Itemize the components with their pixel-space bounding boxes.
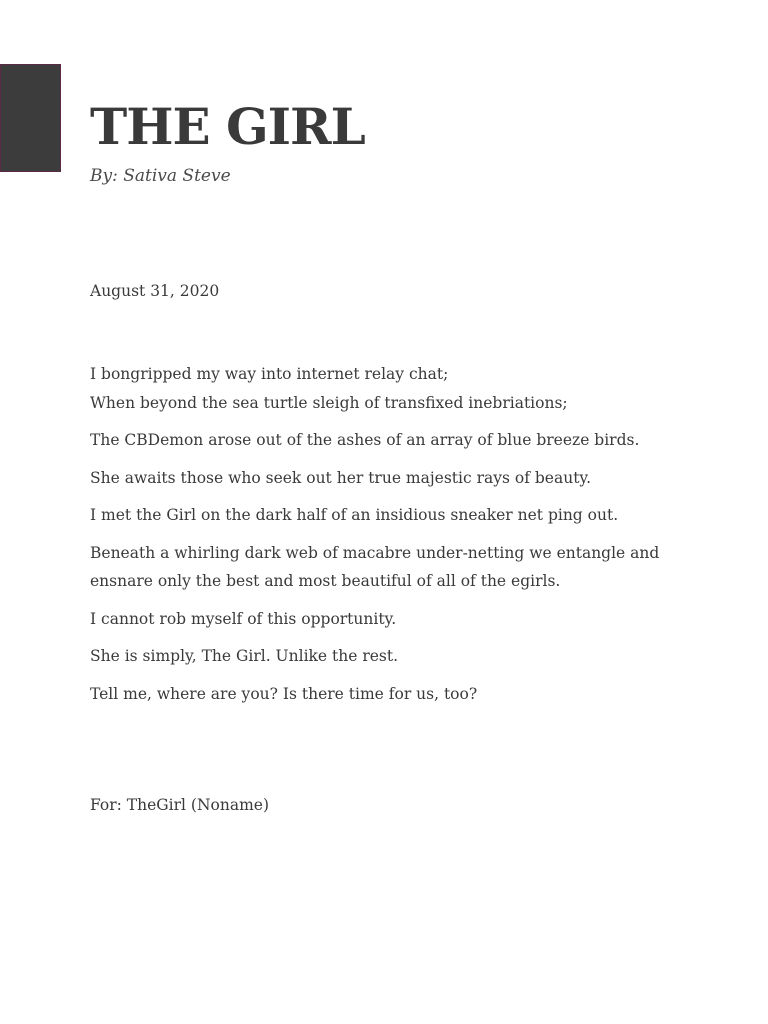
poem-line: I met the Girl on the dark half of an insidious sneaker net ping out. (90, 506, 619, 524)
poem-stanza (90, 605, 650, 634)
poem-line: She awaits those who seek out her true majestic rays of beauty. (90, 468, 592, 487)
poem-line: The CBDemon arose out of the ashes of an array of blue breeze birds. (90, 431, 640, 449)
poem-line: I bongripped my way into internet relay chat; (90, 365, 449, 383)
document-date: August 31, 2020 (90, 282, 220, 300)
poem-line: Beneath a whirling dark web of macabre under-netting we entangle and (90, 543, 660, 562)
author-byline: By: Sativa Steve (90, 166, 231, 186)
dedication-line: For: TheGirl (Noname) (90, 796, 270, 814)
poem-stanza (90, 539, 660, 596)
poem-line: I cannot rob myself of this opportunity. (90, 609, 397, 628)
poem-line: She is simply, The Girl. Unlike the rest. (90, 647, 399, 665)
decorative-side-block (0, 64, 61, 172)
poem-stanza (90, 642, 650, 671)
poem-stanza (90, 464, 650, 493)
poem-stanza (90, 680, 650, 709)
poem-line: ensnare only the best and most beautiful of all of the egirls. (90, 572, 561, 590)
poem-stanza (90, 360, 650, 417)
document-title: THE GIRL (90, 97, 365, 156)
poem-line: When beyond the sea turtle sleigh of transfixed inebriations; (90, 393, 568, 412)
poem-body (90, 360, 660, 717)
poem-line: Tell me, where are you? Is there time for us, too? (90, 684, 478, 703)
poem-stanza (90, 501, 650, 530)
poem-stanza (90, 426, 650, 455)
